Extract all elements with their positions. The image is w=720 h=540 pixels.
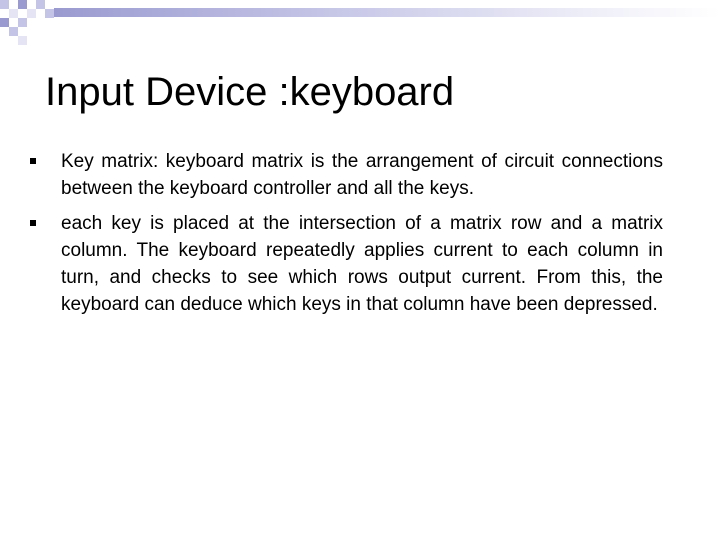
checker-squares-decoration	[0, 0, 60, 45]
header-gradient-bar	[54, 8, 720, 17]
bullet-item	[30, 148, 663, 202]
bullet-text: Key matrix: keyboard matrix is the arrangement of circuit connections between the keyboard controller and all the keys.	[61, 151, 663, 199]
square-bullet-icon	[30, 158, 36, 164]
square-bullet-icon	[30, 220, 36, 226]
slide-title: Input Device :keyboard	[45, 70, 455, 114]
bullet-text: each key is placed at the intersection of a matrix row and a matrix column. The keyboard repeatedly applies current to each column in turn, and checks to see which rows output current. From this, the keyboard can deduce which keys in that column have been depressed.	[61, 213, 663, 315]
bullet-item	[30, 210, 663, 318]
bullet-list	[30, 148, 663, 318]
